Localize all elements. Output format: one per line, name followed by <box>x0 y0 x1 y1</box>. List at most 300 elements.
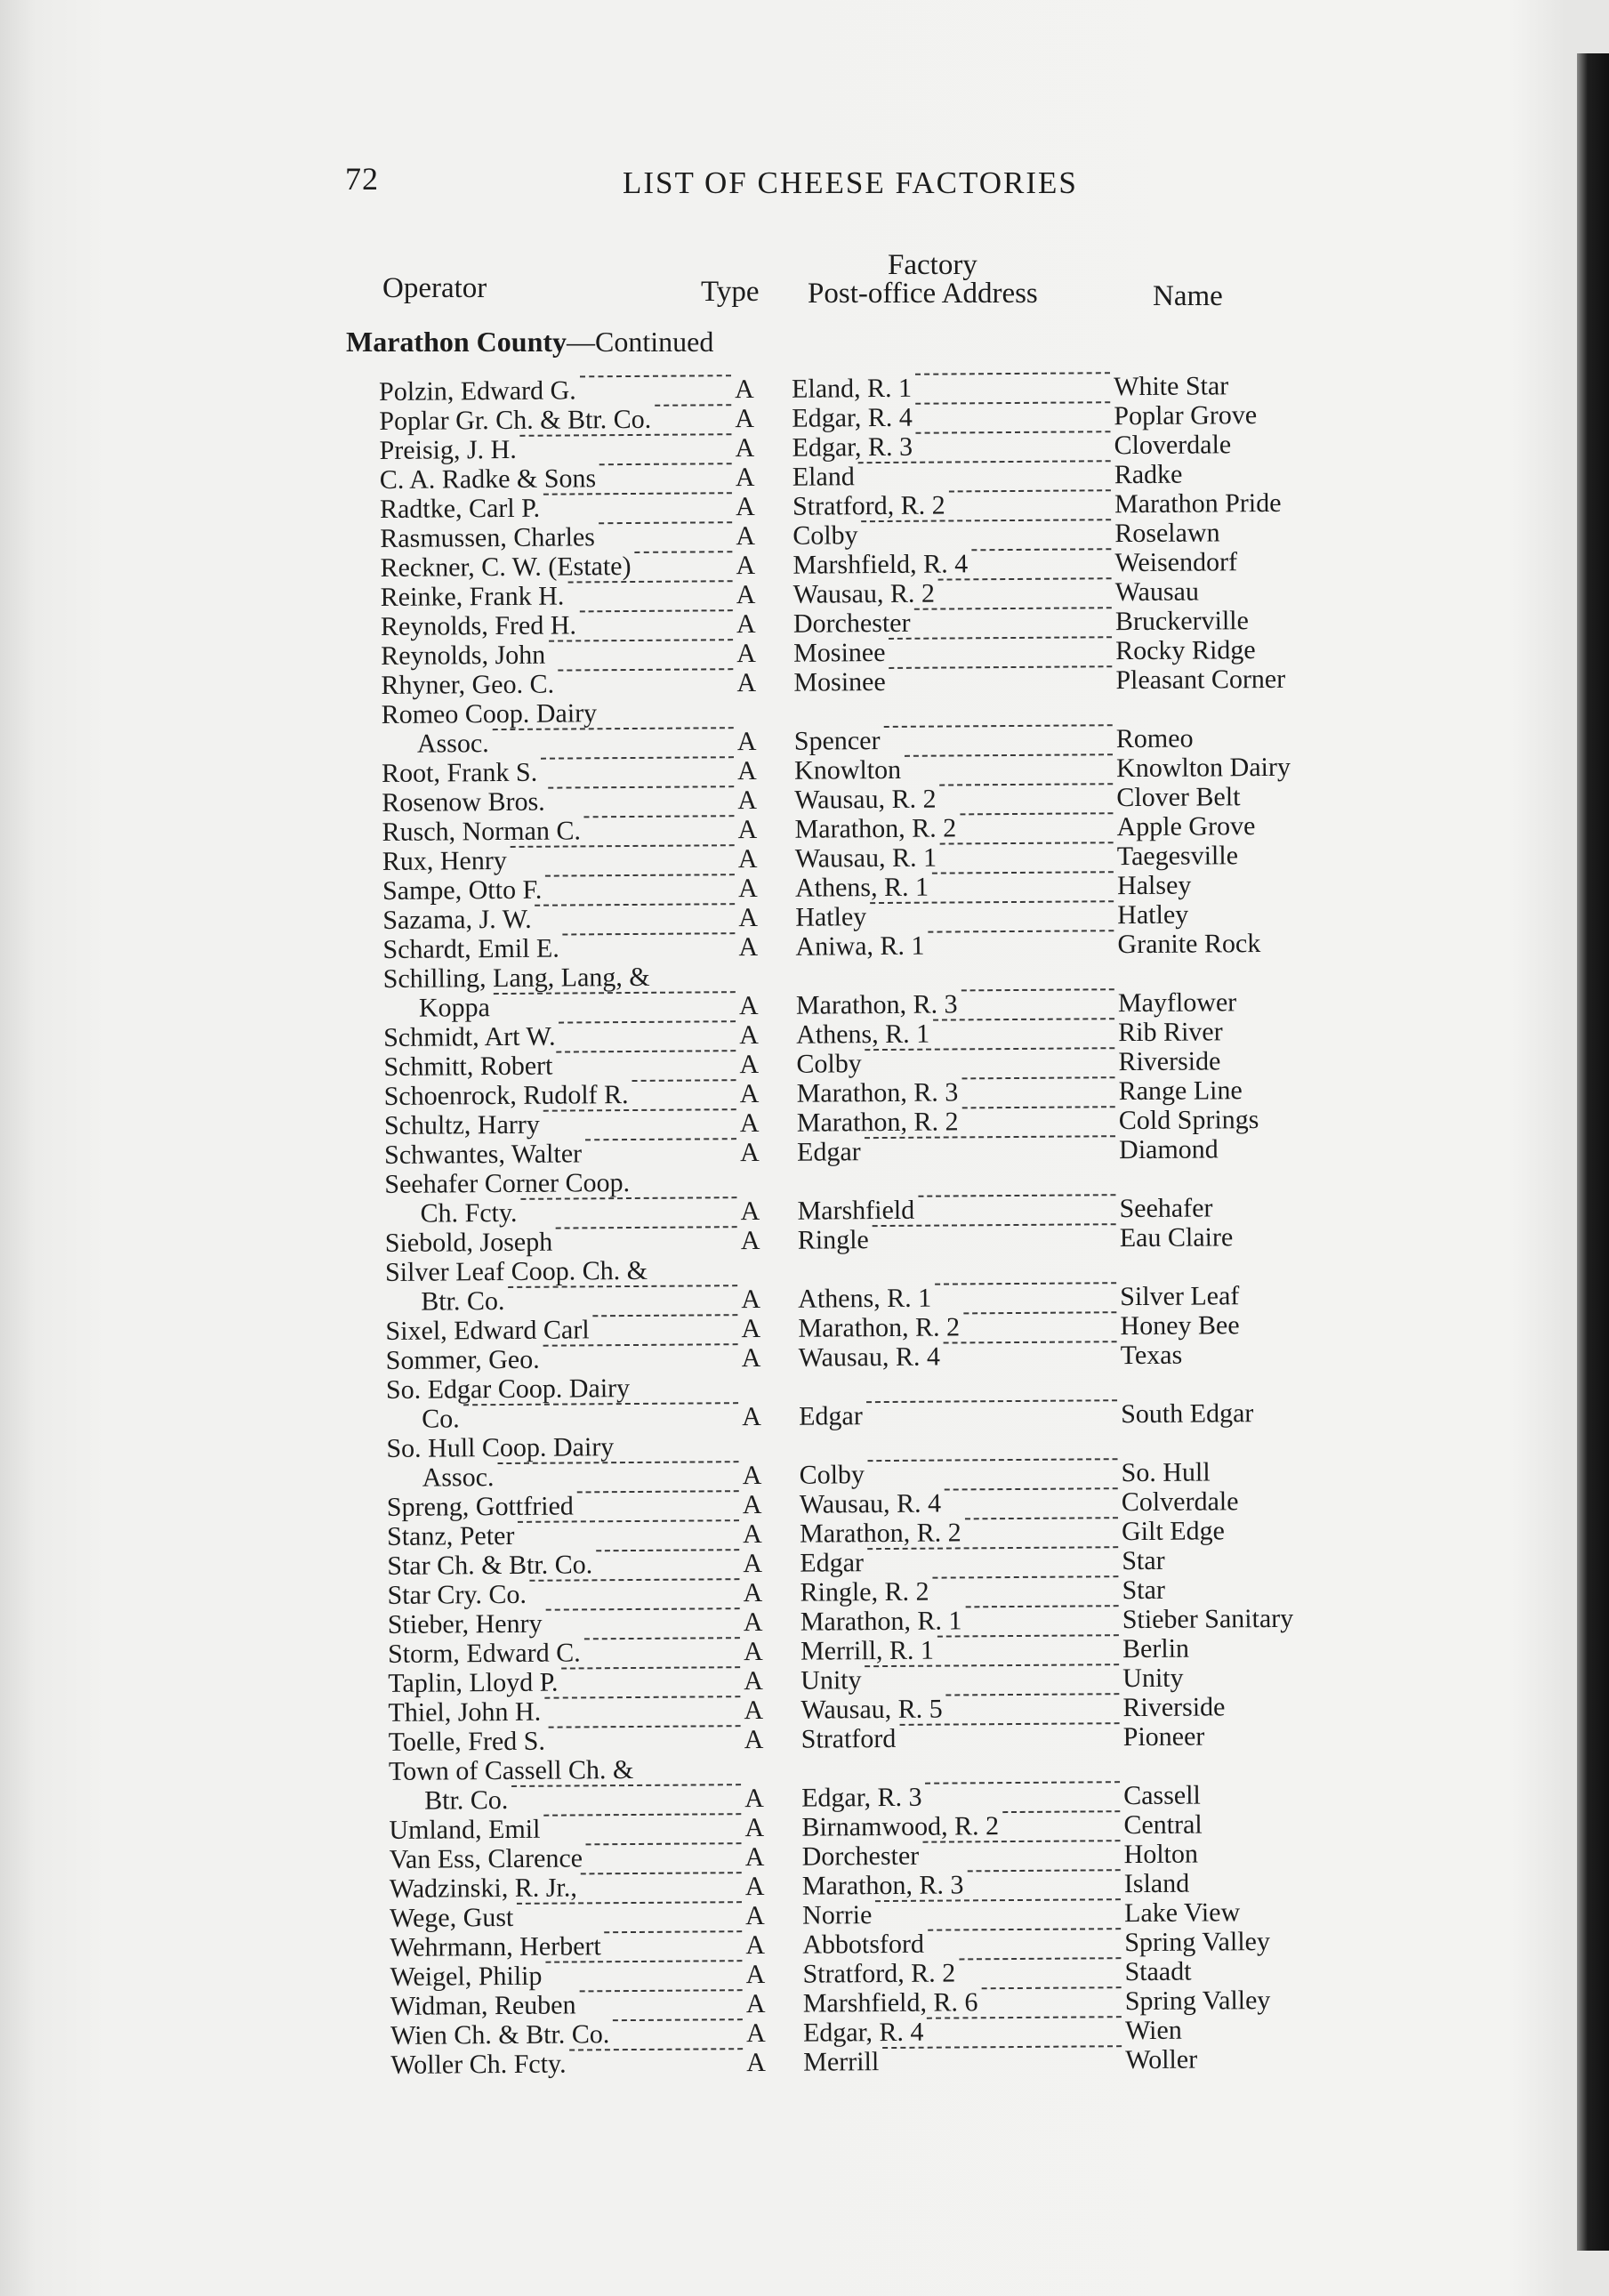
dot-leader <box>944 1341 1117 1343</box>
operator-cell: Wien Ch. & Btr. Co. <box>390 2019 610 2050</box>
dot-leader <box>932 871 1114 874</box>
type-cell: A <box>741 1313 761 1344</box>
type-cell: A <box>738 990 759 1021</box>
post-office-cell: Athens, R. 1 <box>794 872 929 903</box>
dot-leader <box>556 1226 737 1229</box>
type-cell: A <box>735 404 755 434</box>
operator-cell: Star Cry. Co. <box>387 1579 527 1610</box>
post-office-cell: Edgar <box>800 1548 865 1578</box>
post-office-cell: Edgar, R. 3 <box>792 431 913 463</box>
column-header-factory: Factory <box>888 249 977 281</box>
dot-leader <box>543 492 732 495</box>
dot-leader <box>586 1842 742 1845</box>
operator-cell: Assoc. <box>422 1462 495 1493</box>
dot-leader <box>960 812 1113 815</box>
operator-cell: Reckner, C. W. (Estate) <box>380 551 632 583</box>
factory-name-cell: Gilt Edge <box>1121 1516 1226 1547</box>
factory-name-cell: Honey Bee <box>1120 1310 1240 1341</box>
page-binding-edge <box>1577 53 1609 2251</box>
dot-leader <box>569 2048 743 2050</box>
post-office-cell: Knowlton <box>793 754 902 785</box>
factory-name-cell: Cold Springs <box>1118 1105 1259 1136</box>
dot-leader <box>580 375 731 377</box>
type-cell: A <box>739 1137 760 1168</box>
dot-leader <box>914 607 1112 610</box>
operator-cell: Seehafer Corner Coop. <box>384 1168 631 1199</box>
type-cell: A <box>742 1401 761 1432</box>
factory-name-cell: Silver Leaf <box>1120 1281 1240 1312</box>
operator-cell: Taplin, Lloyd P. <box>388 1667 559 1698</box>
type-cell: A <box>737 844 758 874</box>
factory-name-cell: Cassell <box>1123 1780 1201 1811</box>
dot-leader <box>959 1957 1121 1960</box>
factory-name-cell: Star <box>1122 1575 1165 1606</box>
post-office-cell: Hatley <box>795 902 867 932</box>
factory-name-cell: Riverside <box>1122 1692 1226 1723</box>
dot-leader <box>518 1519 739 1523</box>
operator-cell: Rhyner, Geo. C. <box>381 669 555 700</box>
dot-leader <box>918 1194 1115 1197</box>
factory-name-cell: Pleasant Corner <box>1115 664 1286 696</box>
factory-name-cell: Radke <box>1114 459 1183 490</box>
dot-leader <box>923 1840 1121 1843</box>
operator-cell: So. Hull Coop. Dairy <box>386 1432 615 1463</box>
operator-cell: Rosenow Bros. <box>382 786 545 818</box>
operator-cell: Polzin, Edward G. <box>378 375 576 407</box>
type-cell: A <box>744 1695 764 1726</box>
type-cell: A <box>744 1871 765 1902</box>
operator-cell: Sazama, J. W. <box>382 904 532 935</box>
type-cell: A <box>744 1812 765 1843</box>
dot-leader <box>541 756 734 760</box>
dot-leader <box>634 551 732 553</box>
post-office-cell: Edgar <box>796 1137 861 1167</box>
section-continued: —Continued <box>567 326 714 358</box>
factory-name-cell: Central <box>1123 1809 1203 1841</box>
dot-leader <box>962 1076 1115 1079</box>
type-cell: A <box>744 1724 764 1755</box>
operator-cell: Rux, Henry <box>382 845 507 876</box>
type-cell: A <box>742 1489 762 1520</box>
dot-leader <box>529 1578 739 1582</box>
type-cell: A <box>739 1078 760 1109</box>
dot-leader <box>577 1490 739 1493</box>
dot-leader <box>915 401 1110 405</box>
dot-leader <box>925 1781 1120 1784</box>
type-cell: A <box>741 1342 761 1374</box>
post-office-cell: Dorchester <box>792 608 911 639</box>
post-office-cell: Edgar, R. 4 <box>792 402 913 433</box>
post-office-cell: Abbotsford <box>802 1929 925 1960</box>
dot-leader <box>927 2016 1122 2019</box>
dot-leader <box>511 1784 741 1787</box>
page-number: 72 <box>345 161 379 197</box>
post-office-cell: Wausau, R. 1 <box>794 842 937 874</box>
post-office-cell: Spencer <box>793 726 881 756</box>
factory-name-cell: Riverside <box>1118 1046 1221 1077</box>
operator-cell: Stanz, Peter <box>386 1520 515 1551</box>
type-cell: A <box>737 815 758 845</box>
factory-name-cell: Unity <box>1122 1663 1184 1694</box>
dot-leader <box>546 1607 740 1611</box>
dot-leader <box>932 1575 1118 1578</box>
dot-leader <box>915 431 1110 434</box>
factory-name-cell: Berlin <box>1122 1633 1190 1664</box>
dot-leader <box>596 1549 739 1551</box>
post-office-cell: Eland <box>792 462 855 492</box>
column-header-name: Name <box>1153 280 1223 312</box>
type-cell: A <box>739 1108 760 1139</box>
type-cell: A <box>738 902 759 933</box>
dot-leader <box>580 1989 743 1992</box>
dot-leader <box>520 1196 736 1200</box>
type-cell: A <box>739 1019 759 1051</box>
dot-leader <box>632 1079 736 1082</box>
dot-leader <box>982 1986 1122 1989</box>
operator-cell: Rasmussen, Charles <box>380 522 596 553</box>
type-cell: A <box>742 1519 762 1550</box>
post-office-cell: Athens, R. 1 <box>796 1019 930 1050</box>
operator-cell: Siebold, Joseph <box>384 1227 553 1258</box>
type-cell: A <box>734 375 754 405</box>
post-office-cell: Marathon, R. 3 <box>801 1870 964 1901</box>
dot-leader <box>889 636 1112 640</box>
operator-cell: Reinke, Frank H. <box>380 581 565 612</box>
type-cell: A <box>736 580 756 610</box>
post-office-cell: Merrill <box>803 2047 880 2077</box>
factory-name-cell: South Edgar <box>1121 1398 1254 1430</box>
operator-cell: Btr. Co. <box>424 1784 509 1816</box>
dot-leader <box>940 842 1114 844</box>
dot-leader <box>549 639 733 641</box>
post-office-cell: Mosinee <box>793 637 886 668</box>
post-office-cell: Wausau, R. 2 <box>794 784 937 815</box>
type-cell: A <box>736 521 756 552</box>
factory-name-cell: Spring Valley <box>1124 1927 1271 1958</box>
post-office-cell: Ringle <box>797 1225 869 1255</box>
dot-leader <box>604 1930 742 1933</box>
post-office-cell: Edgar <box>799 1401 863 1431</box>
operator-cell: Romeo Coop. Dairy <box>381 698 598 729</box>
post-office-cell: Stratford, R. 2 <box>792 490 945 521</box>
factory-name-cell: Marathon Pride <box>1114 487 1282 520</box>
operator-cell: Weigel, Philip <box>390 1961 543 1992</box>
type-cell: A <box>735 433 755 463</box>
type-cell: A <box>744 1841 765 1873</box>
post-office-cell: Edgar, R. 4 <box>802 2017 924 2048</box>
list-item <box>385 2043 1355 2080</box>
post-office-cell: Merrill, R. 1 <box>800 1635 935 1666</box>
factory-name-cell: Apple Grove <box>1116 811 1256 842</box>
dot-leader <box>545 1960 742 1963</box>
dot-leader <box>965 1517 1118 1519</box>
dot-leader <box>915 372 1110 375</box>
dot-leader <box>548 785 734 788</box>
factory-name-cell: Seehafer <box>1119 1193 1213 1224</box>
type-cell: A <box>745 1988 766 2019</box>
dot-leader <box>928 1928 1121 1931</box>
operator-cell: Woller Ch. Fcty. <box>390 2049 567 2080</box>
post-office-cell: Wausau, R. 4 <box>799 1488 942 1519</box>
dot-leader <box>968 1869 1121 1872</box>
operator-cell: Schilling, Lang, Lang, & <box>382 962 650 994</box>
post-office-cell: Stratford, R. 2 <box>802 1958 956 1989</box>
post-office-cell: Aniwa, R. 1 <box>795 930 925 962</box>
factory-name-cell: Taegesville <box>1116 841 1239 872</box>
dot-leader <box>599 521 732 524</box>
post-office-cell: Mosinee <box>793 666 886 697</box>
operator-cell: Van Ess, Clarence <box>389 1843 583 1874</box>
factory-name-cell: Woller <box>1125 2044 1198 2075</box>
type-cell: A <box>744 1783 764 1814</box>
county-name: Marathon County <box>346 326 567 358</box>
dot-leader <box>568 580 733 583</box>
dot-leader <box>939 783 1113 785</box>
operator-cell: Stieber, Henry <box>387 1608 543 1639</box>
factory-name-cell: So. Hull <box>1121 1457 1211 1488</box>
dot-leader <box>966 1605 1119 1607</box>
post-office-cell: Edgar, R. 3 <box>801 1782 922 1813</box>
type-cell: A <box>738 931 759 963</box>
factory-name-cell: Stieber Sanitary <box>1122 1603 1294 1635</box>
post-office-cell: Marathon, R. 3 <box>796 1077 959 1108</box>
type-cell: A <box>740 1196 760 1227</box>
operator-cell: Btr. Co. <box>421 1285 505 1317</box>
type-cell: A <box>742 1460 762 1491</box>
post-office-cell: Wausau, R. 5 <box>800 1694 943 1725</box>
operator-cell: Schmitt, Robert <box>383 1051 553 1082</box>
type-cell: A <box>737 785 758 816</box>
dot-leader <box>583 815 734 818</box>
operator-cell: Storm, Edward C. <box>387 1638 581 1669</box>
operator-cell: Schmidt, Art W. <box>383 1021 556 1052</box>
post-office-cell: Norrie <box>801 1900 873 1930</box>
dot-leader <box>884 724 1113 728</box>
type-cell: A <box>736 609 756 640</box>
dot-leader <box>945 1693 1119 1696</box>
factory-name-cell: Halsey <box>1116 870 1192 901</box>
type-cell: A <box>736 551 756 581</box>
post-office-cell: Colby <box>799 1460 865 1490</box>
post-office-cell: Marshfield <box>797 1195 915 1226</box>
operator-cell: Umland, Emil <box>389 1814 541 1845</box>
dot-leader <box>928 930 1114 932</box>
factory-name-cell: Eau Claire <box>1119 1222 1234 1253</box>
dot-leader <box>655 404 731 407</box>
dot-leader <box>549 1725 741 1728</box>
type-cell: A <box>741 1284 761 1315</box>
operator-cell: Wege, Gust <box>389 1902 514 1933</box>
factory-name-cell: Diamond <box>1118 1134 1219 1165</box>
dot-leader <box>971 548 1111 551</box>
dot-leader <box>519 433 731 437</box>
factory-name-cell: Range Line <box>1118 1075 1243 1107</box>
page-title: LIST OF CHEESE FACTORIES <box>623 165 1078 200</box>
factory-name-cell: Mayflower <box>1117 987 1237 1019</box>
dot-leader <box>937 1634 1119 1637</box>
factory-name-cell: Pioneer <box>1122 1721 1205 1752</box>
type-cell: A <box>745 1929 766 1961</box>
dot-leader <box>599 463 732 465</box>
factory-name-cell: Wausau <box>1114 576 1200 608</box>
post-office-cell: Colby <box>796 1049 862 1079</box>
type-cell: A <box>743 1548 763 1579</box>
dot-leader <box>535 903 735 906</box>
operator-cell: Schultz, Harry <box>383 1109 540 1140</box>
operator-cell: Silver Leaf Coop. Ch. & <box>384 1255 648 1287</box>
post-office-cell: Marshfield, R. 4 <box>792 549 969 580</box>
post-office-cell: Wausau, R. 4 <box>798 1341 941 1373</box>
column-header-operator: Operator <box>382 272 487 304</box>
type-cell: A <box>745 1959 766 1990</box>
factory-name-cell: Bruckerville <box>1114 606 1250 637</box>
factory-name-cell: Cloverdale <box>1114 430 1232 461</box>
dot-leader <box>580 609 733 612</box>
operator-cell: Sampe, Otto F. <box>382 874 543 906</box>
factory-name-cell: Roselawn <box>1114 518 1220 549</box>
dot-leader <box>613 2018 743 2021</box>
column-header-post-office: Post-office Address <box>808 278 1038 310</box>
post-office-cell: Marathon, R. 1 <box>800 1606 962 1637</box>
dot-leader <box>962 1106 1115 1108</box>
dot-leader <box>949 489 1111 492</box>
operator-cell: Assoc. <box>416 729 489 759</box>
operator-cell: Toelle, Fred S. <box>388 1726 546 1757</box>
dot-leader <box>581 1872 742 1874</box>
factory-name-cell: Hatley <box>1117 899 1189 930</box>
dot-leader <box>543 1108 736 1112</box>
type-cell: A <box>745 2018 766 2049</box>
dot-leader <box>945 1487 1118 1490</box>
type-cell: A <box>736 756 757 786</box>
type-cell: A <box>744 1900 765 1931</box>
operator-cell: Reynolds, John <box>381 640 546 671</box>
operator-cell: Spreng, Gottfried <box>386 1491 574 1522</box>
post-office-cell: Ringle, R. 2 <box>800 1576 929 1607</box>
operator-cell: Wadzinski, R. Jr., <box>389 1873 577 1904</box>
type-cell: A <box>739 1049 760 1080</box>
operator-cell: Schoenrock, Rudolf R. <box>383 1080 629 1111</box>
dot-leader <box>559 1020 736 1023</box>
post-office-cell: Stratford <box>800 1723 897 1754</box>
operator-cell: Thiel, John H. <box>388 1696 542 1728</box>
dot-leader <box>545 874 735 876</box>
factory-name-cell: Spring Valley <box>1124 1986 1271 2017</box>
dot-leader <box>508 1285 737 1288</box>
factory-name-cell: Staadt <box>1124 1956 1192 1987</box>
operator-cell: Co. <box>422 1404 460 1434</box>
type-cell: A <box>743 1636 763 1667</box>
factory-name-cell: Texas <box>1120 1340 1183 1371</box>
dot-leader <box>562 932 735 935</box>
dot-leader <box>543 1343 738 1347</box>
operator-cell: Sommer, Geo. <box>385 1344 540 1375</box>
factory-name-cell: Weisendorf <box>1114 547 1238 578</box>
factory-name-cell: Clover Belt <box>1116 782 1241 813</box>
dot-leader <box>584 1637 740 1639</box>
dot-leader <box>1002 1810 1120 1813</box>
dot-leader <box>889 665 1112 669</box>
type-cell: A <box>746 2047 767 2078</box>
type-cell: A <box>736 639 756 669</box>
post-office-cell: Marathon, R. 2 <box>794 813 957 844</box>
dot-leader <box>556 1050 736 1052</box>
dot-leader <box>561 1666 740 1669</box>
operator-cell: So. Edgar Coop. Dairy <box>385 1374 631 1405</box>
operator-cell: Sixel, Edward Carl <box>385 1315 590 1346</box>
operator-cell: Radtke, Carl P. <box>379 493 541 524</box>
operator-cell: Root, Frank S. <box>381 757 538 788</box>
type-cell: A <box>744 1665 764 1696</box>
operator-cell: Preisig, J. H. <box>379 434 517 465</box>
dot-leader <box>592 1314 737 1317</box>
dot-leader <box>963 1311 1116 1314</box>
factory-name-cell: Lake View <box>1123 1897 1241 1929</box>
section-heading <box>346 326 713 358</box>
dot-leader <box>543 1813 741 1817</box>
type-cell: A <box>743 1607 763 1638</box>
factory-name-cell: Knowlton Dairy <box>1115 752 1291 784</box>
post-office-cell: Wausau, R. 2 <box>792 578 936 609</box>
factory-name-cell: White Star <box>1113 371 1229 402</box>
type-cell: A <box>743 1577 763 1608</box>
dot-leader <box>933 1018 1114 1020</box>
operator-cell: Wehrmann, Herbert <box>390 1931 601 1962</box>
type-cell: A <box>740 1225 760 1256</box>
factory-name-cell: Granite Rock <box>1117 929 1261 960</box>
dot-leader <box>961 988 1114 991</box>
operator-cell: C. A. Radke & Sons <box>379 463 597 495</box>
factory-name-cell: Colverdale <box>1121 1486 1239 1518</box>
operator-cell: Rusch, Norman C. <box>382 816 582 847</box>
post-office-cell: Athens, R. 1 <box>798 1283 932 1314</box>
operator-cell: Koppa <box>418 993 491 1023</box>
type-cell: A <box>737 874 758 904</box>
factory-name-cell: Romeo <box>1115 723 1194 754</box>
type-cell: A <box>736 668 757 698</box>
type-cell: A <box>735 492 755 522</box>
factory-name-cell: Poplar Grove <box>1114 400 1258 431</box>
post-office-cell: Marshfield, R. 6 <box>802 1987 978 2018</box>
operator-cell: Star Ch. & Btr. Co. <box>387 1550 593 1581</box>
factory-name-cell: Island <box>1123 1868 1190 1899</box>
dot-leader <box>585 1138 736 1140</box>
factory-name-cell: Rib River <box>1118 1017 1223 1048</box>
dot-leader <box>935 1282 1116 1285</box>
dot-leader <box>511 844 735 848</box>
type-cell: A <box>735 463 755 493</box>
post-office-cell: Dorchester <box>801 1841 920 1872</box>
post-office-cell: Marathon, R. 3 <box>795 989 958 1020</box>
dot-leader <box>517 1901 742 1905</box>
post-office-cell: Unity <box>800 1665 862 1696</box>
operator-cell: Widman, Reuben <box>390 1990 576 2021</box>
operator-cell: Schwantes, Walter <box>383 1139 583 1170</box>
dot-leader <box>544 1696 740 1699</box>
dot-leader <box>938 577 1112 580</box>
operator-cell: Schardt, Emil E. <box>382 933 559 964</box>
dot-leader <box>905 753 1113 757</box>
factory-name-cell: Wien <box>1124 2015 1182 2046</box>
post-office-cell: Marathon, R. 2 <box>798 1312 961 1343</box>
post-office-cell: Marathon, R. 2 <box>799 1518 961 1549</box>
factory-list <box>374 370 1355 2080</box>
dot-leader <box>558 668 733 671</box>
operator-cell: Poplar Gr. Ch. & Btr. Co. <box>379 404 652 436</box>
factory-name-cell: Rocky Ridge <box>1115 635 1256 666</box>
operator-cell: Town of Cassell Ch. & <box>388 1754 634 1786</box>
factory-name-cell: Star <box>1122 1545 1165 1576</box>
